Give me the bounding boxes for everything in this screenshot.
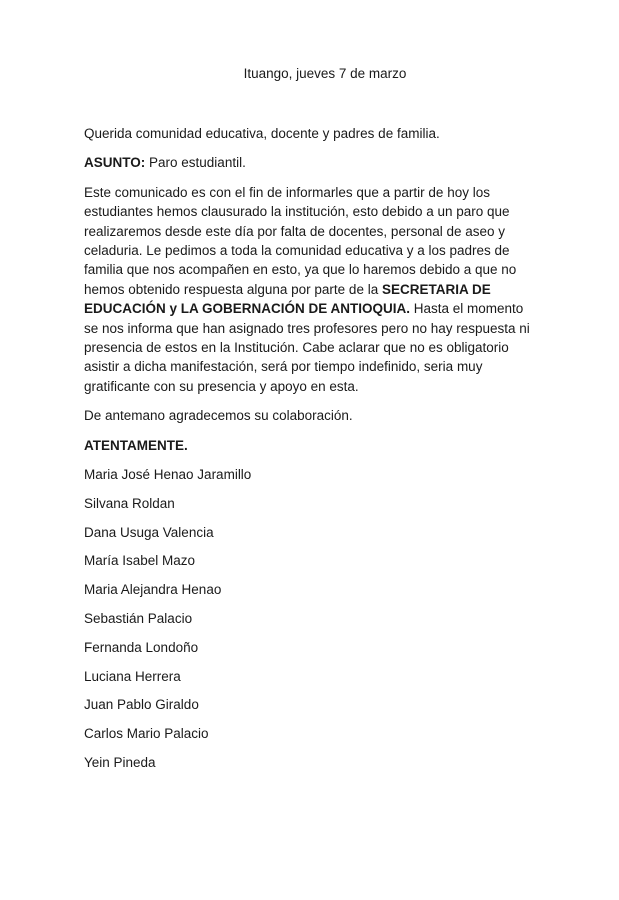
signature-name: María Isabel Mazo	[84, 553, 196, 569]
signature-name: Carlos Mario Palacio	[84, 726, 209, 742]
greeting: Querida comunidad educativa, docente y padres de familia.	[84, 126, 440, 141]
date-line: Ituango, jueves 7 de marzo	[243, 66, 407, 81]
thanks-line: De antemano agradecemos su colaboración.	[84, 408, 353, 424]
body-paragraph	[84, 183, 534, 396]
closing-line	[84, 436, 534, 455]
signature-list	[84, 465, 534, 782]
signature-name: Luciana Herrera	[84, 668, 181, 684]
signature-name: Maria Alejandra Henao	[84, 582, 222, 598]
signature-name: Sebastián Palacio	[84, 611, 193, 627]
signature-name: Fernanda Londoño	[84, 639, 199, 655]
body-text-bold: SECRETARIA DE EDUCACIÓN y LA GOBERNACIÓN DE ANTIOQUIA.	[84, 281, 491, 317]
subject-label: ASUNTO:	[84, 155, 146, 171]
signature-name: Dana Usuga Valencia	[84, 524, 214, 540]
signature-name: Juan Pablo Giraldo	[84, 697, 199, 713]
subject-line	[84, 153, 534, 172]
signature-name: Silvana Roldan	[84, 495, 175, 511]
closing-text: ATENTAMENTE.	[84, 437, 188, 453]
signature-name: Maria José Henao Jaramillo	[84, 467, 252, 483]
letter-body	[84, 124, 534, 782]
subject-text: Paro estudiantil.	[145, 155, 246, 171]
body-text-part2: Hasta el momento se nos informa que han asignado tres profesores pero no hay respuesta ni presencia de estos en la Institución. Cabe aclarar que no es obligatorio asistir a dicha manifestación, será por tiempo indefinido, seria muy gratificante con su presencia y apoyo en esta.	[84, 301, 530, 394]
body-text-part1: Este comunicado es con el fin de informarles que a partir de hoy los estudiantes hemos clausurado la institución, esto debido a un paro que realizaremos desde este día por falta de docentes, personal de aseo y celaduria. Le pedimos a toda la comunidad educativa y a los padres de familia que nos acompañen en esto, ya que lo haremos debido a que no hemos obtenido respuesta alguna por parte de la	[84, 184, 517, 297]
signature-name: Yein Pineda	[84, 755, 156, 771]
